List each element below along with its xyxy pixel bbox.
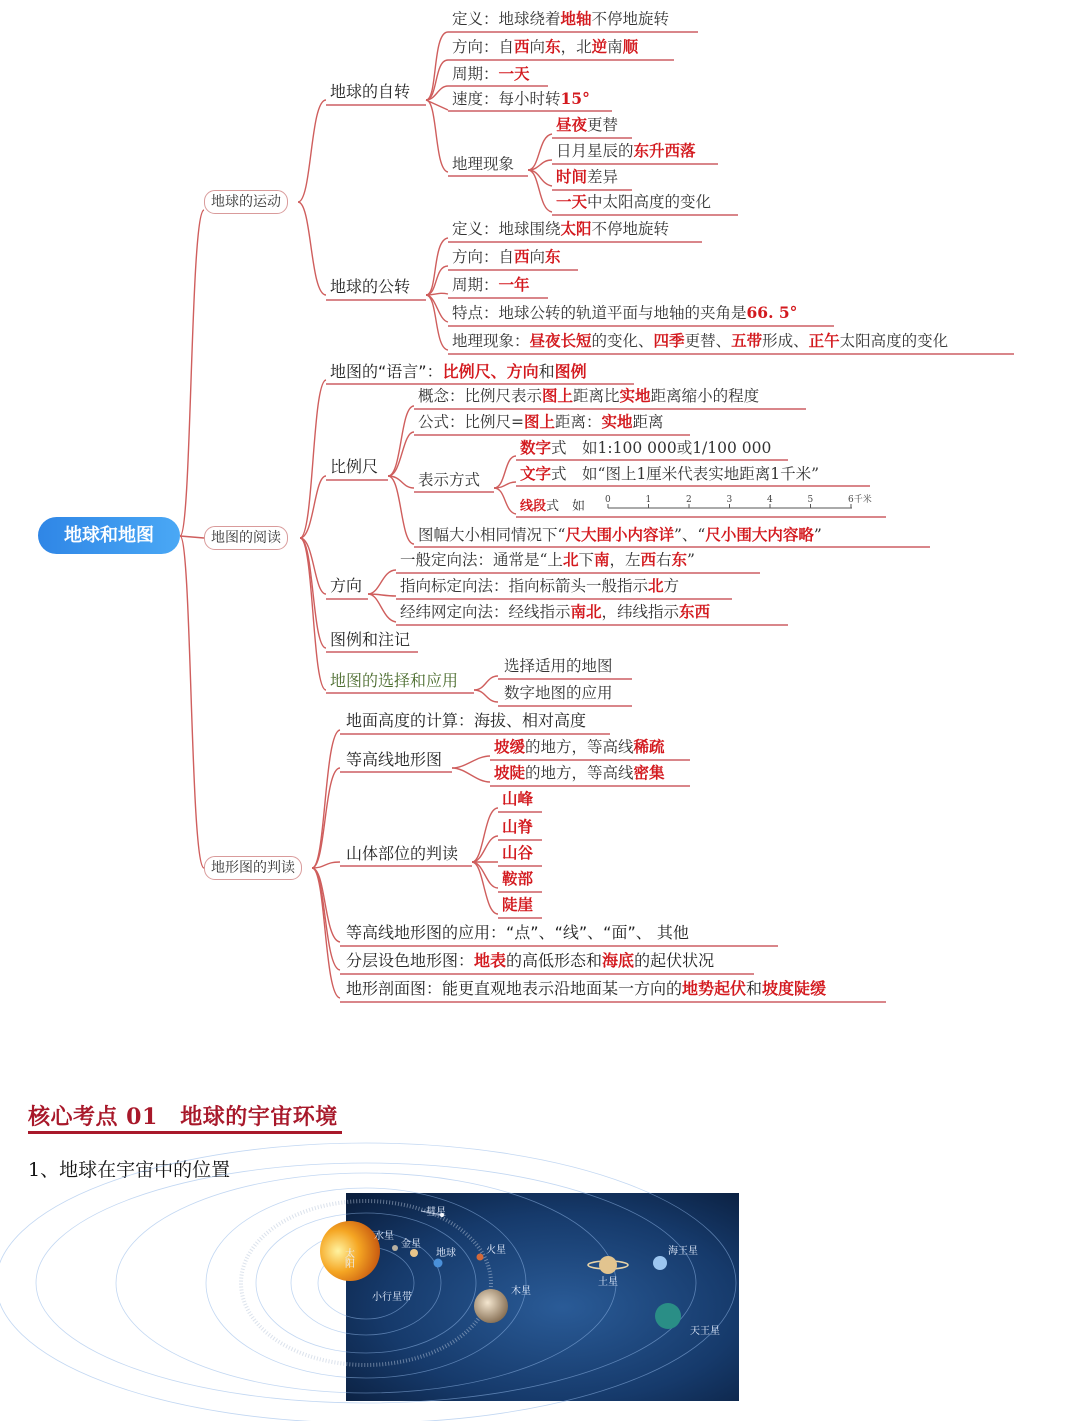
- rotation-speed-part: 速度：每小时转: [452, 90, 561, 108]
- layered-color-map-part: 的高低形态和: [506, 951, 603, 970]
- layered-color-map-part: 地表: [474, 951, 507, 970]
- direction-general: [400, 550, 695, 570]
- rotation-direction-part: 向: [529, 38, 546, 56]
- rotation-title: 地球的自转: [330, 82, 411, 101]
- contour-steep-part: 坡陡: [494, 763, 526, 782]
- direction-grid-part: ，纬线指示: [601, 603, 680, 621]
- part-ridge: 山脊: [502, 817, 534, 836]
- contour-gentle-part: 的地方，等高线: [525, 738, 634, 756]
- direction-general-part: ”: [687, 551, 695, 569]
- scale-concept: [418, 386, 759, 406]
- scale-formula-part: 图上: [524, 412, 556, 431]
- scale-size-rule-part: 尺大围小内容详: [565, 525, 674, 544]
- rotation-direction-part: 逆: [591, 37, 608, 56]
- rotation-direction-part: ，北: [560, 38, 592, 56]
- revolution-phenomena-part: 的变化、: [591, 332, 654, 350]
- revolution-phenomena-part: 正午: [808, 331, 840, 350]
- revolution-definition-part: 不停地旋转: [591, 220, 670, 238]
- direction-general-part: 下: [578, 551, 594, 569]
- scale-textual-part: 式 如“图上1厘米代表实地距离1千米”: [551, 465, 820, 483]
- revolution-phenomena-part: 更替、: [684, 332, 732, 350]
- part-peak: 山峰: [502, 789, 534, 808]
- map-selection: 地图的选择和应用: [330, 671, 459, 690]
- solar-label: 彗星: [426, 1207, 446, 1218]
- solar-label: 火星: [486, 1245, 506, 1256]
- revolution-title: 地球的公转: [330, 277, 411, 296]
- revolution-phenomena-part: 昼夜长短: [529, 331, 592, 350]
- rotation-phenomenon-day-night: [556, 115, 618, 135]
- scale-concept-part: 实地: [619, 386, 651, 405]
- map-language-part: 比例尺、方向: [442, 362, 539, 381]
- mountain-parts-title: 山体部位的判读: [346, 844, 459, 863]
- selection-item-suitable: 选择适用的地图: [504, 657, 613, 675]
- linear-scale-bar: [604, 492, 884, 514]
- revolution-feature: [452, 303, 797, 323]
- revolution-phenomena-part: 地理现象：: [452, 332, 530, 350]
- rotation-direction-part: 南: [607, 38, 623, 56]
- revolution-direction-part: 向: [529, 248, 546, 266]
- contour-gentle: [494, 737, 665, 757]
- solar-label: 地球: [436, 1248, 456, 1259]
- revolution-period-part: 一年: [498, 275, 530, 294]
- rotation-phenomenon-sun-height: [556, 192, 711, 212]
- scale-concept-part: 距离缩小的程度: [650, 387, 760, 405]
- revolution-definition-part: 定义：地球围绕: [452, 220, 561, 238]
- solar-label: 小行星带: [372, 1292, 412, 1303]
- rotation-speed: [452, 89, 590, 109]
- scale-tick-label: 2: [686, 495, 692, 505]
- scale-size-rule: [418, 525, 822, 545]
- category-map-reading: 地图的阅读: [204, 526, 288, 550]
- jupiter-icon: [474, 1289, 508, 1323]
- solar-label: 金星: [401, 1239, 421, 1250]
- rotation-direction-part: 顺: [622, 37, 639, 56]
- solar-label: 土星: [598, 1277, 618, 1288]
- scale-formula-part: 距离：: [555, 413, 602, 431]
- scale-tick-label: 3: [726, 495, 733, 505]
- rotation-direction-part: 东: [545, 37, 561, 56]
- scale-numeric-part: 数字: [520, 438, 552, 457]
- scale-formula: [418, 412, 664, 432]
- revolution-direction-part: 西: [514, 247, 530, 266]
- scale-linear: [520, 497, 585, 517]
- rotation-phenomena-label: 地理现象: [452, 155, 515, 173]
- neptune-icon: [653, 1256, 667, 1270]
- uranus-icon: [655, 1303, 681, 1329]
- contour-gentle-part: 稀疏: [633, 737, 665, 756]
- scale-concept-part: 距离比: [573, 387, 620, 405]
- revolution-period-part: 周期：: [452, 276, 499, 294]
- rotation-definition-part: 地球绕着: [498, 10, 561, 28]
- rotation-speed-part: 15°: [560, 89, 590, 108]
- saturn-icon: [599, 1256, 617, 1274]
- revolution-direction: [452, 247, 561, 267]
- layered-color-map-part: 的起伏状况: [634, 951, 715, 970]
- scale-numeric-part: 式 如1:100 000或1/100 000: [551, 439, 772, 457]
- rotation-period-part: 一天: [498, 64, 530, 83]
- scale-size-rule-part: ”: [813, 526, 822, 544]
- terrain-profile: [346, 979, 826, 999]
- rotation-period: [452, 64, 530, 84]
- direction-arrow: [400, 576, 679, 596]
- scale-size-rule-part: 图幅大小相同情况下“: [418, 526, 566, 544]
- selection-item-digital: 数字地图的应用: [504, 684, 613, 702]
- map-language: [330, 362, 587, 382]
- revolution-phenomena: [452, 331, 948, 351]
- scale-size-rule-part: 尺小围大内容略: [705, 525, 814, 544]
- revolution-phenomena-part: 形成、: [762, 332, 809, 350]
- solar-label: 木星: [511, 1286, 531, 1297]
- revolution-phenomena-part: 太阳高度的变化: [839, 332, 949, 350]
- revolution-direction-part: 方向：自: [452, 248, 515, 266]
- contour-steep: [494, 763, 665, 783]
- revolution-feature-part: 特点：地球公转的轨道平面与地轴的夹角是: [452, 304, 747, 322]
- scale-textual-part: 文字: [520, 464, 552, 483]
- revolution-phenomena-part: 四季: [653, 331, 685, 350]
- scale-forms-label: 表示方式: [418, 471, 481, 489]
- rotation-phenomenon-time: [556, 167, 618, 187]
- revolution-definition-part: 太阳: [560, 219, 592, 238]
- part-saddle: 鞍部: [502, 869, 534, 888]
- revolution-definition: [452, 219, 669, 239]
- part-valley: 山谷: [502, 843, 534, 862]
- direction-arrow-part: 指向标定向法：指向标箭头一般指示: [400, 577, 649, 595]
- category-earth-motion: 地球的运动: [204, 190, 288, 214]
- section-title-underline: [28, 1131, 342, 1134]
- scale-size-rule-part: ”、“: [673, 526, 706, 544]
- scale-formula-part: 距离: [632, 413, 664, 431]
- contour-steep-part: 密集: [633, 763, 665, 782]
- revolution-feature-part: 66. 5°: [746, 303, 798, 322]
- earth-icon: [434, 1259, 443, 1268]
- rotation-direction-part: 方向：: [452, 38, 499, 56]
- scale-tick-label: 5: [807, 495, 814, 505]
- map-language-part: 和: [538, 362, 555, 381]
- rotation-phenomenon-day-night-part: 更替: [587, 116, 619, 134]
- revolution-period: [452, 275, 530, 295]
- rotation-phenomenon-sun-height-part: 中太阳高度的变化: [587, 193, 712, 211]
- rotation-phenomenon-sun-height-part: 一天: [556, 192, 588, 211]
- direction-general-part: 南: [593, 550, 610, 569]
- direction-general-part: 右: [656, 551, 672, 569]
- rotation-definition-part: 不停地旋转: [591, 10, 670, 28]
- rotation-phenomenon-sunrise-part: 东升西落: [633, 141, 696, 160]
- revolution-direction-part: 东: [545, 247, 561, 266]
- section-title: 核心考点 01 地球的宇宙环境: [28, 1104, 338, 1130]
- terrain-height-part: 地面高度的计算：海拔、相对高度: [346, 711, 587, 730]
- category-terrain-map: 地形图的判读: [204, 856, 302, 880]
- direction-title: 方向: [330, 576, 363, 595]
- rotation-phenomenon-sunrise-part: 日月星辰的: [556, 142, 634, 160]
- mind-map-root: 地球和地图: [38, 517, 180, 554]
- rotation-direction-part: 西: [514, 37, 530, 56]
- layered-color-map-part: 分层设色地形图：: [346, 951, 475, 970]
- legend-notes: 图例和注记: [330, 630, 411, 649]
- direction-arrow-part: 北: [648, 576, 664, 595]
- rotation-direction: [452, 37, 638, 57]
- mercury-icon: [392, 1245, 398, 1251]
- layered-color-map-part: 海底: [602, 951, 635, 970]
- direction-arrow-part: 方: [663, 577, 680, 595]
- direction-general-part: 东: [671, 550, 688, 569]
- rotation-phenomenon-time-part: 时间: [556, 167, 588, 186]
- scale-tick-label: 0: [605, 495, 611, 505]
- solar-label: 海王星: [668, 1246, 698, 1257]
- rotation-direction-part: 自: [498, 38, 515, 56]
- terrain-profile-part: 地形剖面图：能更直观地表示沿地面某一方向的: [346, 979, 683, 998]
- scale-numeric: [520, 438, 771, 458]
- scale-tick-label: 1: [645, 495, 652, 505]
- subsection-title: 1、地球在宇宙中的位置: [28, 1159, 231, 1181]
- solar-label: 太阳: [342, 1248, 354, 1268]
- direction-grid-part: 南北: [570, 602, 602, 621]
- rotation-definition-part: 地轴: [560, 9, 592, 28]
- contour-application-part: 等高线地形图的应用：“点”、“线”、“面”、 其他: [346, 923, 689, 942]
- layered-color-map: [346, 951, 714, 971]
- mars-icon: [477, 1254, 484, 1261]
- map-language-part: 地图的“语言”：: [330, 362, 443, 381]
- contour-title: 等高线地形图: [346, 750, 443, 769]
- scale-concept-part: 图上: [542, 386, 574, 405]
- direction-general-part: 北: [562, 550, 579, 569]
- rotation-definition-part: 定义：: [452, 10, 499, 28]
- terrain-profile-part: 地势起伏: [682, 979, 747, 998]
- direction-general-part: 西: [640, 550, 657, 569]
- rotation-period-part: 周期：: [452, 65, 499, 83]
- contour-steep-part: 的地方，等高线: [525, 764, 634, 782]
- rotation-phenomenon-time-part: 差异: [587, 168, 619, 186]
- scale-tick-label: 6千米: [848, 495, 872, 505]
- solar-label: 水星: [374, 1231, 394, 1242]
- solar-label: 天王星: [690, 1326, 720, 1337]
- scale-title: 比例尺: [330, 457, 379, 476]
- solar-system-image: [342, 1193, 739, 1401]
- venus-icon: [410, 1249, 418, 1257]
- scale-textual: [520, 464, 819, 484]
- terrain-profile-part: 坡度陡缓: [762, 979, 827, 998]
- rotation-definition: [452, 9, 669, 29]
- part-cliff: 陡崖: [502, 895, 534, 914]
- map-language-part: 图例: [554, 362, 587, 381]
- revolution-phenomena-part: 五带: [731, 331, 763, 350]
- direction-grid-part: 东西: [679, 602, 711, 621]
- direction-grid: [400, 602, 710, 622]
- scale-tick-label: 4: [767, 495, 773, 505]
- rotation-phenomenon-sunrise: [556, 141, 696, 161]
- scale-formula-part: 实地: [601, 412, 633, 431]
- terrain-height: [346, 711, 586, 731]
- direction-general-part: ，左: [609, 551, 641, 569]
- direction-grid-part: 经纬网定向法：经线指示: [400, 603, 571, 621]
- contour-gentle-part: 坡缓: [494, 737, 526, 756]
- scale-formula-part: 公式：比例尺=: [418, 413, 524, 431]
- rotation-phenomenon-day-night-part: 昼夜: [556, 115, 588, 134]
- scale-linear-part: 式 如: [546, 499, 586, 514]
- contour-application: [346, 923, 689, 943]
- scale-linear-part: 线段: [520, 499, 547, 514]
- direction-general-part: 一般定向法：通常是“上: [400, 551, 563, 569]
- terrain-profile-part: 和: [746, 979, 763, 998]
- scale-concept-part: 概念：比例尺表示: [418, 387, 543, 405]
